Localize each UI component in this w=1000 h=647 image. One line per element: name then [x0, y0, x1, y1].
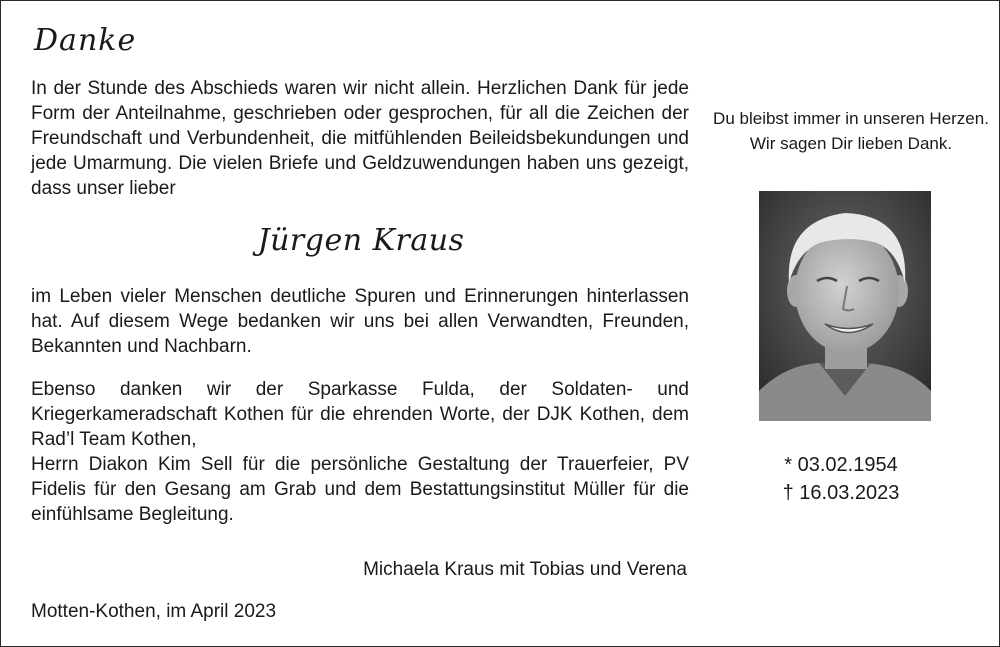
- portrait-photo-icon: [759, 191, 931, 421]
- thanks-paragraph-3-part-2: Herrn Diakon Kim Sell für die persönliche Gestaltung der Trauerfeier, PV Fidelis für den Gesang am Grab und dem Bestattungsinstitut Müller für die einfühlsame Begleitung.: [31, 454, 689, 525]
- thanks-paragraph-1: In der Stunde des Abschieds waren wir nicht allein. Herzlichen Dank für jede Form der Anteilnahme, geschrieben oder gesprochen, für all die Zeichen der Freundschaft und Verbundenheit, die mitfühlenden Beileidsbekundungen und jede Umarmung. Die vielen Briefe und Geldzuwendungen haben uns gezeigt, dass unser lieber: [31, 78, 689, 199]
- thanks-paragraph-2: im Leben vieler Menschen deutliche Spuren und Erinnerungen hinterlassen hat. Auf diesem Wege bedanken wir uns bei allen Verwandten, Freunden, Bekannten und Nachbarn.: [31, 286, 689, 357]
- memorial-quote: [701, 106, 1000, 156]
- thanks-paragraph-3-part-1: Ebenso danken wir der Sparkasse Fulda, der Soldaten- und Kriegerkameradschaft Kothen für die ehrenden Worte, der DJK Kothen, dem Rad’l Team Kothen,: [31, 379, 689, 450]
- deceased-name: Jürgen Kraus: [257, 223, 465, 258]
- thanks-paragraph-3: [31, 377, 689, 527]
- quote-line-2: Wir sagen Dir lieben Dank.: [749, 134, 953, 153]
- signature: Michaela Kraus mit Tobias und Verena: [363, 559, 687, 580]
- birth-date: * 03.02.1954: [784, 454, 898, 476]
- quote-line-1: Du bleibst immer in unseren Herzen.: [713, 109, 989, 128]
- heading-danke: Danke: [34, 23, 137, 58]
- place-date: Motten-Kothen, im April 2023: [31, 601, 277, 622]
- death-date: † 16.03.2023: [782, 482, 900, 504]
- life-dates: [741, 451, 941, 507]
